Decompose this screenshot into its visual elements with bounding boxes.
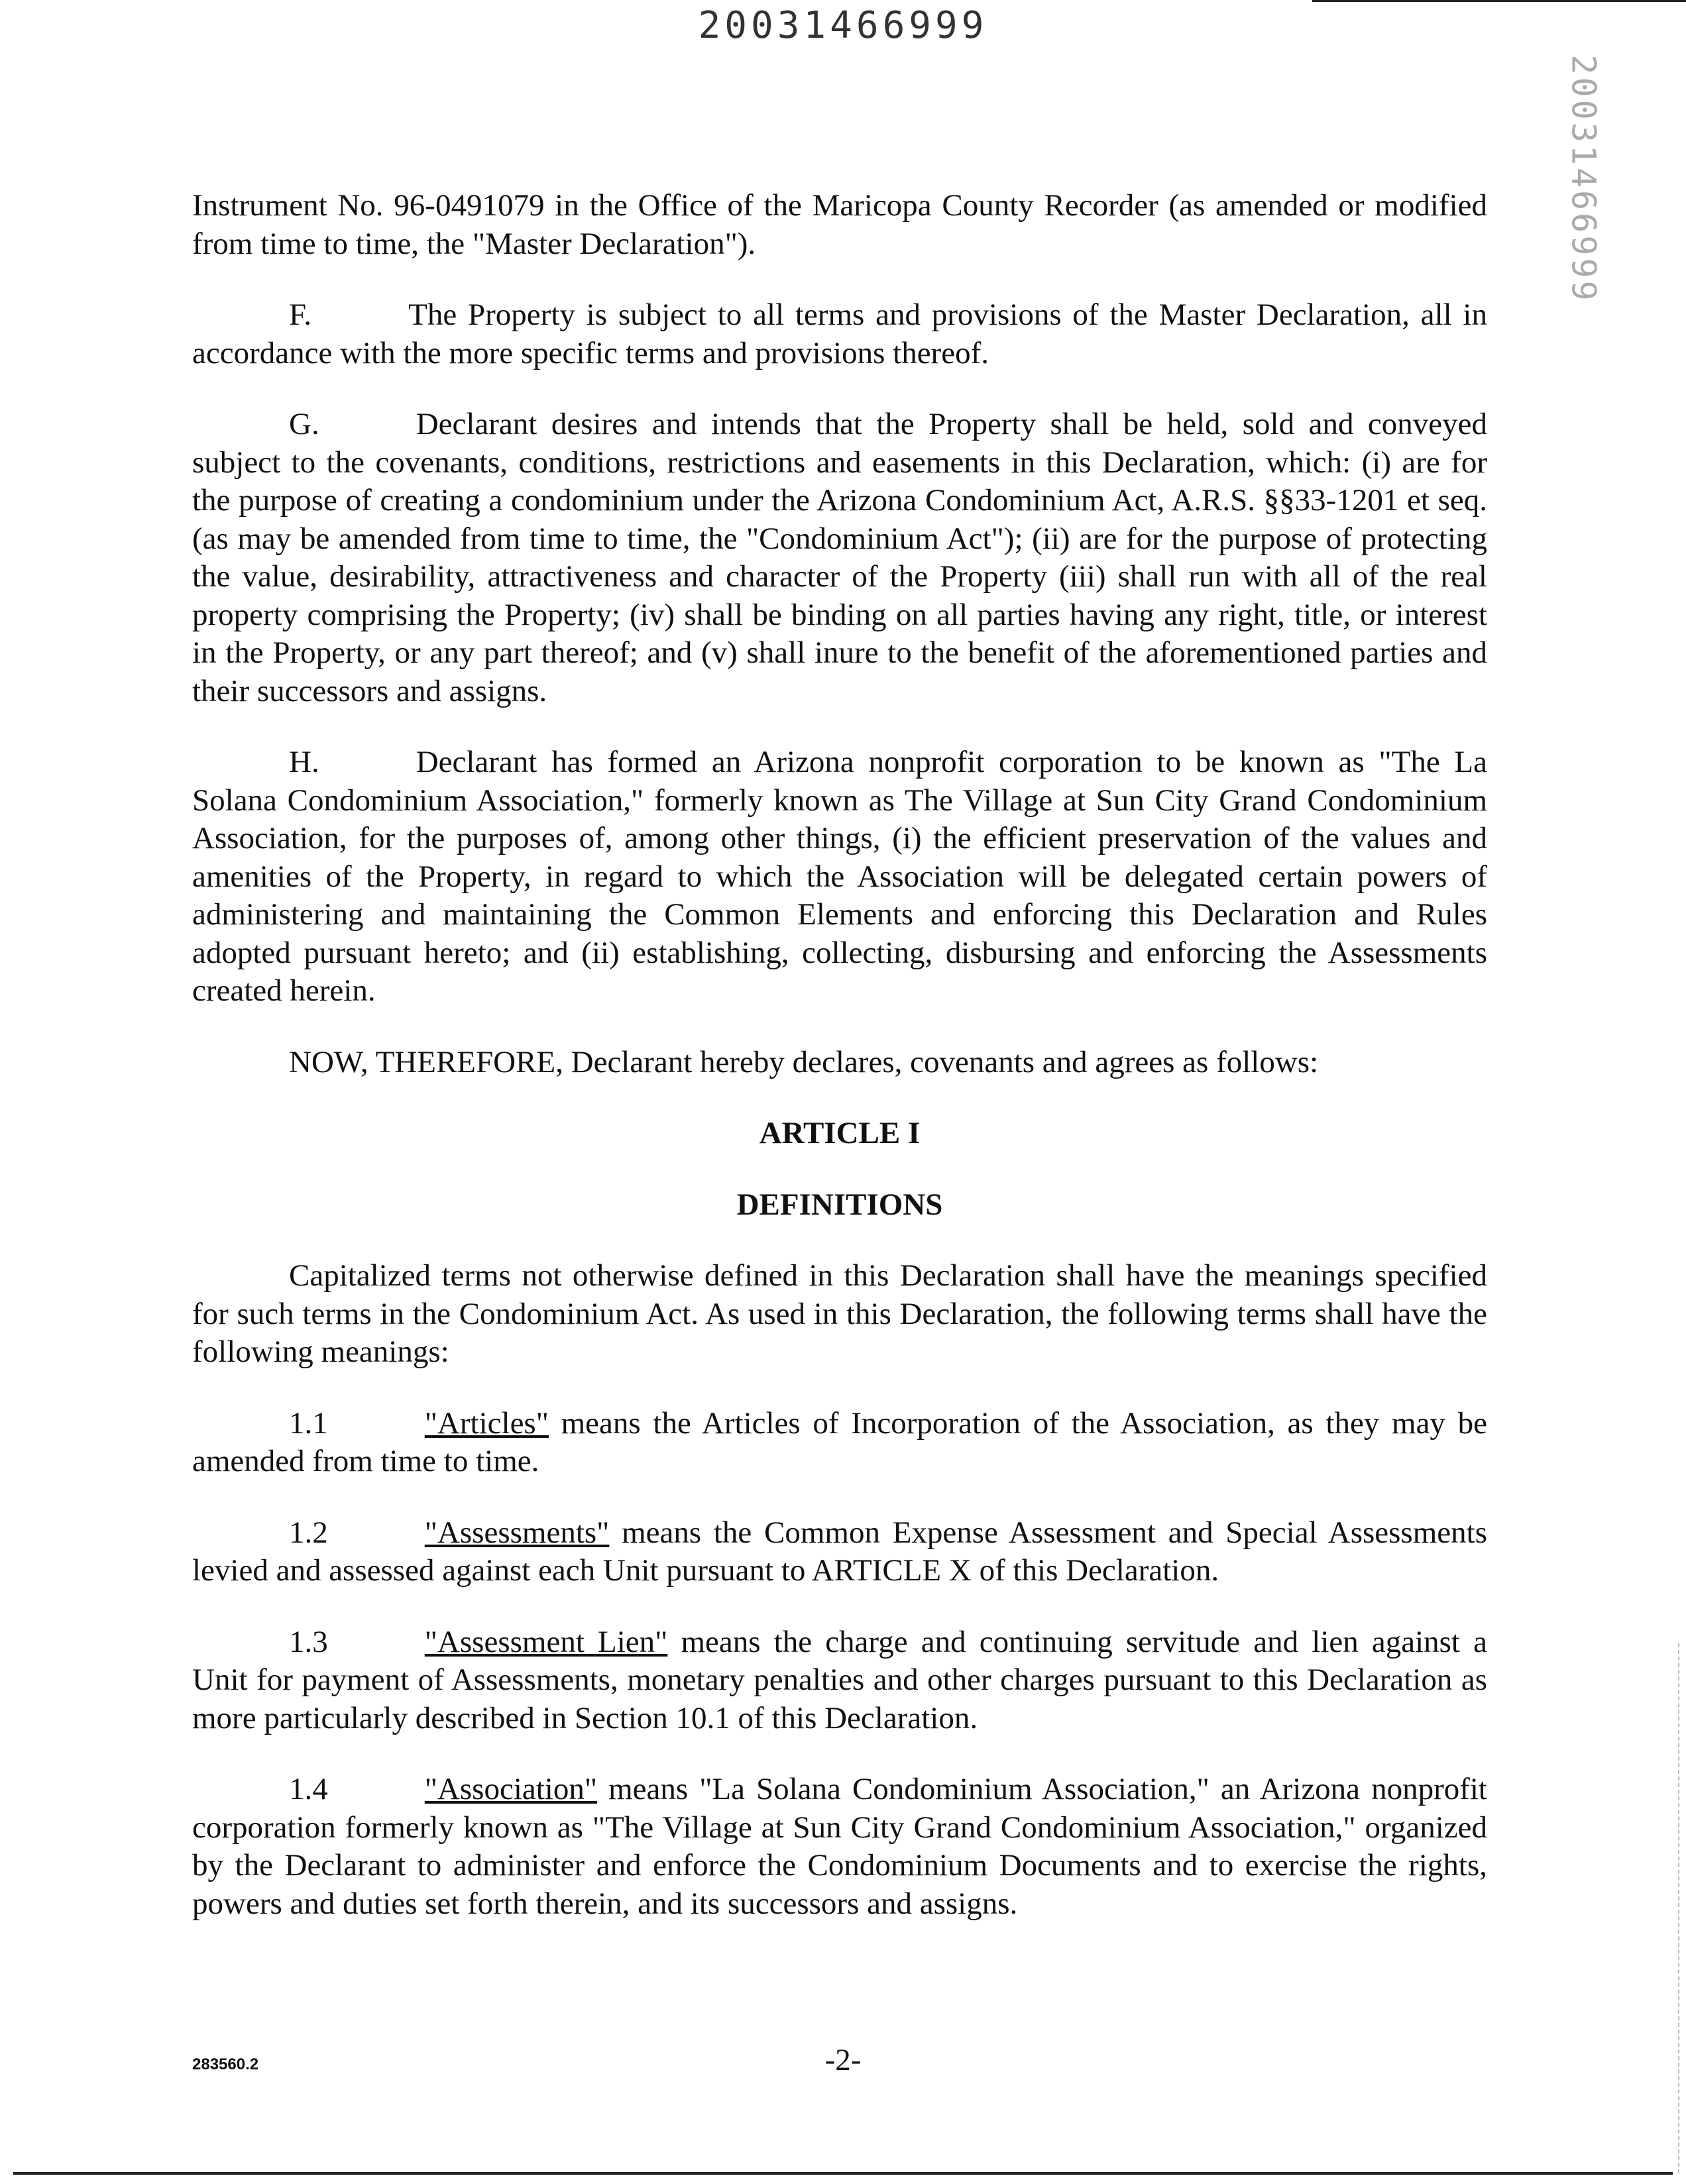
definition-term: "Assessment Lien" (424, 1624, 668, 1659)
article-number: ARTICLE I (759, 1116, 921, 1150)
article-intro: Capitalized terms not otherwise defined in this Declaration shall have the meanings specified for such terms in the Condominium Act. As used in this Declaration, the following terms shall have the following meanings: (192, 1258, 1487, 1369)
document-id: 283560.2 (192, 2055, 259, 2073)
definition-number: 1.2 (289, 1515, 328, 1550)
definition-term: "Articles" (424, 1405, 549, 1441)
paragraph-text: Declarant desires and intends that the Property shall be held, sold and conveyed subject to the covenants, conditions, restrictions and easements in this Declaration, which: (i) are for the purpose of creating a condominium under the Arizona Condominium Act, A.R.S. §§33-1201 et seq. (as may be amended from time to time, the "Condominium Act"); (ii) are for the purpose of protecting the value, desirability, attractiveness and character of the Property (iii) shall run with all of the real property comprising the Property; (iv) shall be binding on all parties having any right, title, or interest in the Property, or any part thereof; and (v) shall inure to the benefit of the aforementioned parties and their successors and assigns. (192, 407, 1487, 708)
side-recording-stamp (1557, 54, 1610, 303)
bottom-edge-rule (13, 2172, 1673, 2175)
paragraph-text: Declarant has formed an Arizona nonprofit corporation to be known as "The La Solana Condominium Association," formerly known as The Village at Sun City Grand Condominium Association, for the purposes of, among other things, (i) the efficient preservation of the values and amenities of the Property, in regard to which the Association will be delegated certain powers of administering and maintaining the Common Elements and enforcing this Declaration and Rules adopted pursuant hereto; and (ii) establishing, collecting, disbursing and enforcing the Assessments created herein. (192, 745, 1487, 1008)
document-body (192, 187, 1487, 1956)
definition-number: 1.1 (289, 1405, 328, 1441)
page-number: -2- (824, 2043, 862, 2077)
definition-text: means "La Solana Condominium Association," an Arizona nonprofit corporation formerly known as "The Village at Sun City Grand Condominium Association," organized by the Declarant to administer and enforce the Condominium Documents and to exercise the rights, powers and duties set forth therein, and its successors and assigns. (192, 1772, 1487, 1921)
definition-1-1 (192, 1405, 1487, 1481)
scan-edge-marks (1678, 1643, 1681, 2173)
definition-number: 1.3 (289, 1624, 328, 1659)
definition-1-4 (192, 1771, 1487, 1923)
definition-term: "Assessments" (424, 1515, 610, 1550)
article-title: DEFINITIONS (736, 1187, 943, 1222)
paragraph-f (192, 296, 1487, 372)
paragraph-e-continuation: Instrument No. 96-0491079 in the Office of the Maricopa County Recorder (as amended or modified from time to time, the "Master Declaration"). (192, 188, 1487, 261)
paragraph-g (192, 406, 1487, 710)
paragraph-now-therefore: NOW, THEREFORE, Declarant hereby declares, covenants and agrees as follows: (289, 1044, 1319, 1079)
top-edge-rule (1312, 0, 1686, 2)
recording-number: 20031466999 (698, 4, 988, 47)
paragraph-label: G. (289, 407, 319, 441)
definition-text: means the charge and continuing servitude and lien against a Unit for payment of Assessments, monetary penalties and other charges pursuant to this Declaration as more particularly described in Section 10.1 of this Declaration. (192, 1624, 1487, 1735)
definition-text: means the Common Expense Assessment and Special Assessments levied and assessed against each Unit pursuant to ARTICLE X of this Declaration. (192, 1515, 1487, 1588)
definition-1-3 (192, 1623, 1487, 1738)
side-recording-stamp-text: 20031466999 (1565, 54, 1604, 303)
paragraph-label: H. (289, 745, 319, 779)
paragraph-label: F. (289, 298, 312, 332)
definition-text: means the Articles of Incorporation of the Association, as they may be amended from time to time. (192, 1405, 1487, 1478)
paragraph-h (192, 743, 1487, 1010)
definition-number: 1.4 (289, 1772, 328, 1806)
definition-term: "Association" (424, 1772, 598, 1806)
definition-1-2 (192, 1514, 1487, 1590)
paragraph-text: The Property is subject to all terms and provisions of the Master Declaration, all in accordance with the more specific terms and provisions thereof. (192, 298, 1487, 370)
